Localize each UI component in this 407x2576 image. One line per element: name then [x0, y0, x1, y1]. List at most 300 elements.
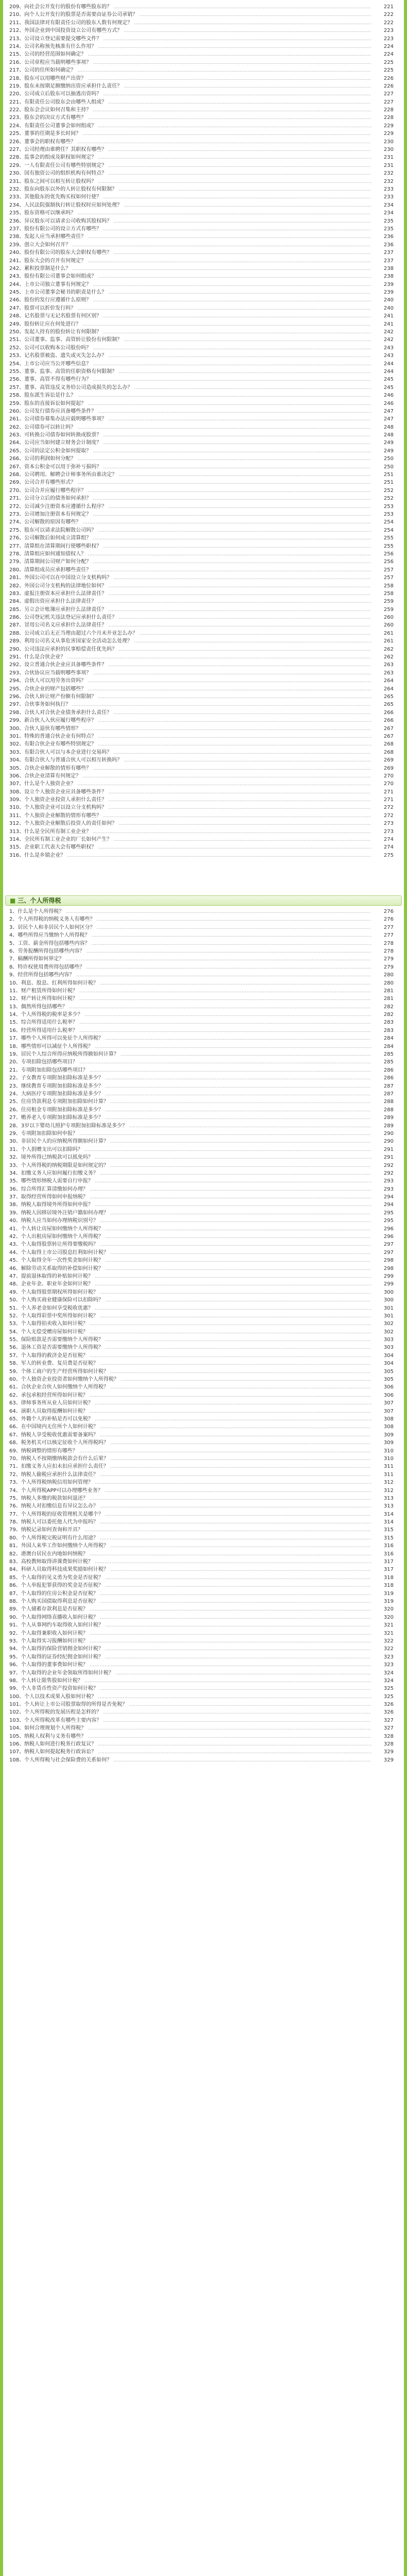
toc-entry-title: 77、个人所得税的征收管理机关是哪个？ ..... — [9, 1511, 371, 1518]
toc-entry-title: 73、个人所得税纳税信用如何管理？ ..... — [9, 1479, 371, 1486]
toc-entry[interactable] — [3, 828, 404, 836]
toc-entry[interactable] — [3, 360, 404, 368]
toc-entry[interactable] — [3, 495, 404, 502]
toc-entry[interactable] — [3, 1011, 404, 1019]
toc-entry[interactable] — [3, 558, 404, 566]
toc-entry[interactable] — [3, 1748, 404, 1756]
toc-entry-page: 298 — [377, 1265, 394, 1273]
toc-entry-title: 84、科研人员取得科技成果奖励如何计税？ ..... — [9, 1566, 371, 1573]
toc-entry[interactable] — [3, 1630, 404, 1637]
toc-entry[interactable] — [3, 1352, 404, 1360]
toc-entry[interactable] — [3, 431, 404, 439]
toc-entry[interactable] — [3, 653, 404, 661]
toc-entry[interactable] — [3, 677, 404, 685]
toc-entry[interactable] — [3, 1487, 404, 1495]
toc-entry-page: 325 — [377, 1693, 394, 1701]
toc-entry[interactable] — [3, 1502, 404, 1510]
toc-entry-title: 236、异议股东可以请求公司收购其股权吗？ ..... — [9, 217, 371, 225]
toc-entry[interactable] — [3, 1701, 404, 1708]
toc-entry[interactable] — [3, 27, 404, 35]
toc-entry-page: 256 — [377, 558, 394, 566]
toc-entry[interactable] — [3, 1669, 404, 1677]
toc-entry[interactable] — [3, 1756, 404, 1764]
toc-entry[interactable] — [3, 979, 404, 987]
toc-entry[interactable] — [3, 1534, 404, 1542]
toc-entry[interactable] — [3, 320, 404, 328]
toc-entry-title: 280、清算组成员应承担哪些责任？ ..... — [9, 566, 371, 574]
toc-entry[interactable] — [3, 1383, 404, 1391]
toc-entry[interactable] — [3, 201, 404, 209]
toc-entry[interactable] — [3, 1637, 404, 1645]
toc-entry-title: 96、个人取得的董事费如何计税？ ..... — [9, 1661, 371, 1669]
toc-entry[interactable] — [3, 1724, 404, 1732]
toc-entry[interactable] — [3, 19, 404, 27]
toc-entry[interactable] — [3, 621, 404, 629]
toc-entry-title: 89、个人储蓄存款利息是否征税？ ..... — [9, 1605, 371, 1613]
toc-entry[interactable] — [3, 503, 404, 511]
toc-entry[interactable] — [3, 336, 404, 344]
toc-entry[interactable] — [3, 820, 404, 827]
toc-entry-title: 16、经营所得适用什么税率？ ..... — [9, 1027, 371, 1035]
toc-entry-page: 284 — [377, 1035, 394, 1042]
toc-entry[interactable] — [3, 1645, 404, 1653]
toc-entry[interactable] — [3, 463, 404, 471]
toc-entry[interactable] — [3, 1614, 404, 1621]
toc-entry-page: 290 — [377, 1138, 394, 1145]
toc-entry[interactable] — [3, 1257, 404, 1264]
toc-entry[interactable] — [3, 1082, 404, 1090]
toc-entry[interactable] — [3, 780, 404, 788]
toc-entry-page: 272 — [377, 812, 394, 820]
toc-entry[interactable] — [3, 1415, 404, 1423]
toc-entry[interactable] — [3, 924, 404, 931]
toc-entry[interactable] — [3, 685, 404, 693]
toc-entry[interactable] — [3, 1526, 404, 1534]
toc-entry[interactable] — [3, 1558, 404, 1566]
toc-entry[interactable] — [3, 257, 404, 265]
toc-entry-title: 302、有限合伙企业有哪些特别规定？ ..... — [9, 740, 371, 748]
toc-entry[interactable] — [3, 543, 404, 550]
toc-entry-title: 263、可转换公司债券如何转换成股票？ ..... — [9, 431, 371, 439]
toc-entry-page: 229 — [377, 130, 394, 138]
toc-entry[interactable] — [3, 693, 404, 701]
toc-entry[interactable] — [3, 582, 404, 590]
toc-entry[interactable] — [3, 1598, 404, 1605]
toc-entry-title: 271、公司分立后的债务如何承担？ ..... — [9, 495, 371, 502]
toc-entry[interactable] — [3, 185, 404, 193]
toc-entry[interactable] — [3, 1360, 404, 1367]
toc-entry-page: 310 — [377, 1447, 394, 1455]
toc-entry[interactable] — [3, 423, 404, 431]
toc-entry[interactable] — [3, 281, 404, 289]
toc-entry-page: 274 — [377, 843, 394, 851]
toc-entry[interactable] — [3, 1185, 404, 1193]
toc-entry[interactable] — [3, 265, 404, 273]
toc-entry[interactable] — [3, 1518, 404, 1526]
toc-entry[interactable] — [3, 740, 404, 748]
toc-entry[interactable] — [3, 178, 404, 185]
toc-entry[interactable] — [3, 154, 404, 161]
toc-entry[interactable] — [3, 1225, 404, 1233]
toc-entry[interactable] — [3, 1328, 404, 1336]
toc-entry[interactable] — [3, 439, 404, 447]
toc-entry[interactable] — [3, 955, 404, 963]
toc-entry-page: 249 — [377, 439, 394, 447]
toc-entry[interactable] — [3, 1542, 404, 1550]
toc-entry[interactable] — [3, 669, 404, 677]
toc-entry[interactable] — [3, 550, 404, 558]
toc-entry-page: 261 — [377, 637, 394, 645]
toc-entry[interactable] — [3, 1471, 404, 1479]
toc-entry[interactable] — [3, 162, 404, 170]
toc-entry[interactable] — [3, 1249, 404, 1257]
toc-entry[interactable] — [3, 400, 404, 408]
toc-entry[interactable] — [3, 1653, 404, 1661]
toc-entry[interactable] — [3, 479, 404, 486]
toc-entry[interactable] — [3, 1574, 404, 1582]
toc-entry[interactable] — [3, 82, 404, 90]
toc-entry[interactable] — [3, 1511, 404, 1518]
toc-entry[interactable] — [3, 170, 404, 177]
toc-entry[interactable] — [3, 312, 404, 320]
toc-entry[interactable] — [3, 1740, 404, 1748]
toc-entry[interactable] — [3, 1304, 404, 1312]
toc-entry-title: 309、个人独资企业投资人承担什么责任？ ..... — [9, 796, 371, 804]
toc-entry[interactable] — [3, 534, 404, 542]
toc-entry-title: 5、工资、薪金所得包括哪些内容？ ..... — [9, 940, 371, 947]
toc-entry[interactable] — [3, 987, 404, 995]
toc-entry[interactable] — [3, 1122, 404, 1130]
toc-entry[interactable] — [3, 772, 404, 780]
toc-entry-title: 270、公司合并应履行哪些程序？ ..... — [9, 487, 371, 495]
toc-entry-page: 276 — [377, 908, 394, 916]
toc-entry-title: 19、居民个人综合所得应纳税所得额如何计算？ ..... — [9, 1050, 371, 1058]
toc-entry[interactable] — [3, 1312, 404, 1320]
toc-entry[interactable] — [3, 661, 404, 669]
toc-entry[interactable] — [3, 1170, 404, 1177]
toc-entry-title: 10、利息、股息、红利所得如何计税？ ..... — [9, 979, 371, 987]
toc-entry[interactable] — [3, 1289, 404, 1296]
toc-entry[interactable] — [3, 1590, 404, 1598]
toc-entry[interactable] — [3, 574, 404, 582]
toc-entry[interactable] — [3, 527, 404, 534]
toc-entry[interactable] — [3, 908, 404, 916]
toc-entry-page: 303 — [377, 1344, 394, 1351]
toc-entry[interactable] — [3, 1201, 404, 1209]
toc-entry[interactable] — [3, 43, 404, 50]
toc-entry[interactable] — [3, 1090, 404, 1098]
toc-entry-title: 39、纳税人因移居境外注销户籍如何办理？ ..... — [9, 1209, 371, 1217]
toc-entry[interactable] — [3, 1106, 404, 1114]
toc-entry[interactable] — [3, 1431, 404, 1439]
toc-entry[interactable] — [3, 843, 404, 851]
toc-entry[interactable] — [3, 1138, 404, 1145]
toc-entry-title: 18、哪些情形可以减征个人所得税？ ..... — [9, 1043, 371, 1050]
toc-entry-page: 238 — [377, 265, 394, 273]
toc-entry-page: 252 — [377, 487, 394, 495]
toc-entry-title: 268、公司聘用、解聘会计师事务所由谁决定？ ..... — [9, 471, 371, 479]
toc-entry[interactable] — [3, 289, 404, 296]
toc-entry[interactable] — [3, 384, 404, 392]
toc-entry[interactable] — [3, 947, 404, 955]
toc-entry-page: 233 — [377, 185, 394, 193]
toc-entry[interactable] — [3, 1130, 404, 1138]
toc-entry[interactable] — [3, 1566, 404, 1573]
toc-entry[interactable] — [3, 233, 404, 241]
toc-entry[interactable] — [3, 1154, 404, 1161]
toc-entry[interactable] — [3, 630, 404, 637]
toc-entry[interactable] — [3, 1479, 404, 1486]
toc-entry[interactable] — [3, 788, 404, 796]
toc-entry[interactable] — [3, 1717, 404, 1724]
toc-entry[interactable] — [3, 304, 404, 312]
toc-entry[interactable] — [3, 1162, 404, 1170]
toc-entry-page: 243 — [377, 344, 394, 352]
toc-entry[interactable] — [3, 1098, 404, 1106]
toc-entry[interactable] — [3, 1217, 404, 1225]
toc-entry[interactable] — [3, 709, 404, 717]
toc-entry-title: 20、专项扣除包括哪些项目？ ..... — [9, 1058, 371, 1066]
toc-entry[interactable] — [3, 1066, 404, 1074]
toc-entry[interactable] — [3, 1296, 404, 1304]
toc-entry[interactable] — [3, 66, 404, 74]
toc-entry[interactable] — [3, 590, 404, 598]
toc-entry[interactable] — [3, 1336, 404, 1344]
toc-entry-title: 315、企业职工代表大会有哪些职权？ ..... — [9, 843, 371, 851]
toc-entry[interactable] — [3, 1058, 404, 1066]
toc-entry-page: 224 — [377, 43, 394, 50]
toc-entry-page: 265 — [377, 701, 394, 708]
toc-entry[interactable] — [3, 1027, 404, 1035]
toc-entry[interactable] — [3, 916, 404, 923]
toc-entry[interactable] — [3, 1455, 404, 1463]
toc-entry[interactable] — [3, 1582, 404, 1589]
toc-entry[interactable] — [3, 812, 404, 820]
toc-entry[interactable] — [3, 1392, 404, 1399]
toc-entry[interactable] — [3, 725, 404, 733]
toc-entry[interactable] — [3, 1043, 404, 1050]
toc-entry-title: 88、个人购买国债取得利息是否征税？ ..... — [9, 1598, 371, 1605]
toc-entry[interactable] — [3, 344, 404, 352]
toc-entry[interactable] — [3, 1677, 404, 1685]
toc-entry[interactable] — [3, 50, 404, 58]
toc-entry[interactable] — [3, 518, 404, 526]
toc-entry-title: 254、上市公司应当公开哪些信息？ ..... — [9, 360, 371, 368]
toc-entry[interactable] — [3, 1233, 404, 1241]
toc-entry[interactable] — [3, 193, 404, 201]
toc-entry[interactable] — [3, 1035, 404, 1042]
toc-entry[interactable] — [3, 1550, 404, 1558]
toc-entry[interactable] — [3, 328, 404, 336]
toc-entry[interactable] — [3, 1708, 404, 1716]
toc-entry[interactable] — [3, 447, 404, 455]
toc-entry-page: 295 — [377, 1209, 394, 1217]
toc-entry[interactable] — [3, 1399, 404, 1407]
toc-entry[interactable] — [3, 749, 404, 756]
toc-entry-title: 52、个人取得彩票中奖所得如何计税？ ..... — [9, 1312, 371, 1320]
toc-entry-title: 69、纳税调整的情形有哪些？ ..... — [9, 1447, 371, 1455]
toc-entry-page: 270 — [377, 780, 394, 788]
toc-entry[interactable] — [3, 11, 404, 19]
toc-entry[interactable] — [3, 1439, 404, 1447]
toc-entry[interactable] — [3, 225, 404, 233]
toc-entry-title: 17、哪些个人所得可以免征个人所得税？ ..... — [9, 1035, 371, 1042]
toc-entry-page: 237 — [377, 249, 394, 257]
toc-entry[interactable] — [3, 836, 404, 843]
toc-entry-title: 34、扣缴义务人应如何履行扣缴义务？ ..... — [9, 1170, 371, 1177]
toc-entry-page: 245 — [377, 376, 394, 383]
toc-entry[interactable] — [3, 1605, 404, 1613]
toc-entry[interactable] — [3, 1733, 404, 1740]
toc-entry[interactable] — [3, 995, 404, 1003]
toc-entry[interactable] — [3, 1368, 404, 1376]
toc-entry-page: 324 — [377, 1669, 394, 1677]
toc-entry-page: 264 — [377, 685, 394, 693]
toc-entry[interactable] — [3, 114, 404, 122]
toc-entry-page: 283 — [377, 1027, 394, 1035]
toc-entry[interactable] — [3, 1146, 404, 1154]
toc-entry[interactable] — [3, 1050, 404, 1058]
toc-entry[interactable] — [3, 122, 404, 130]
toc-entry[interactable] — [3, 1408, 404, 1415]
toc-entry-page: 247 — [377, 408, 394, 415]
toc-entry[interactable] — [3, 646, 404, 653]
toc-entry[interactable] — [3, 1376, 404, 1383]
toc-entry[interactable] — [3, 940, 404, 947]
toc-entry[interactable] — [3, 408, 404, 415]
toc-entry[interactable] — [3, 765, 404, 772]
toc-entry[interactable] — [3, 1423, 404, 1431]
toc-entry-page: 269 — [377, 765, 394, 772]
toc-entry[interactable] — [3, 106, 404, 114]
toc-entry[interactable] — [3, 376, 404, 383]
toc-entry[interactable] — [3, 241, 404, 249]
toc-entry[interactable] — [3, 75, 404, 82]
toc-entry[interactable] — [3, 852, 404, 859]
toc-entry[interactable] — [3, 598, 404, 605]
toc-entry-page: 309 — [377, 1431, 394, 1439]
toc-entry[interactable] — [3, 352, 404, 360]
toc-entry-page: 288 — [377, 1098, 394, 1106]
toc-entry[interactable] — [3, 296, 404, 304]
toc-entry[interactable] — [3, 566, 404, 574]
toc-entry-page: 319 — [377, 1590, 394, 1598]
toc-entry-page: 241 — [377, 312, 394, 320]
toc-entry-title: 40、纳税人应当如何办理纳税识别号？ ..... — [9, 1217, 371, 1225]
toc-entry[interactable] — [3, 217, 404, 225]
toc-entry[interactable] — [3, 1693, 404, 1701]
toc-entry-title: 281、外国公司可以在中国设立分支机构吗？ ..... — [9, 574, 371, 582]
toc-entry[interactable] — [3, 487, 404, 495]
toc-entry[interactable] — [3, 59, 404, 66]
toc-entry-title: 269、公司合并有哪些形式？ ..... — [9, 479, 371, 486]
toc-entry[interactable] — [3, 796, 404, 804]
toc-entry[interactable] — [3, 98, 404, 106]
toc-entry-page: 223 — [377, 35, 394, 43]
toc-entry[interactable] — [3, 392, 404, 399]
toc-entry-page: 245 — [377, 384, 394, 392]
toc-entry[interactable] — [3, 614, 404, 621]
toc-entry[interactable] — [3, 273, 404, 280]
toc-entry-title: 42、个人出租房屋如何缴纳个人所得税？ ..... — [9, 1233, 371, 1241]
toc-entry[interactable] — [3, 130, 404, 138]
toc-entry[interactable] — [3, 368, 404, 376]
toc-entry[interactable] — [3, 1447, 404, 1455]
toc-entry-title: 265、公司的法定公积金如何提取？ ..... — [9, 447, 371, 455]
toc-entry[interactable] — [3, 971, 404, 979]
toc-entry-title: 67、纳税人享受税收优惠需要备案吗？ ..... — [9, 1431, 371, 1439]
toc-entry-title: 314、全民所有制工业企业的厂长如何产生？ ..... — [9, 836, 371, 843]
toc-entry[interactable] — [3, 1685, 404, 1692]
toc-entry-title: 223、股东会的决议方式有哪些？ ..... — [9, 114, 371, 122]
toc-entry[interactable] — [3, 756, 404, 764]
toc-entry-title: 97、个人取得的企业年金领取所得如何计税？ ..... — [9, 1669, 371, 1677]
toc-entry[interactable] — [3, 1074, 404, 1082]
toc-entry[interactable] — [3, 35, 404, 43]
toc-entry-title: 8、特许权使用费所得包括哪些？ ..... — [9, 963, 371, 971]
toc-entry-title: 46、解除劳动关系取得的补偿如何计税？ ..... — [9, 1265, 371, 1273]
toc-entry[interactable] — [3, 471, 404, 479]
toc-entry-title: 253、记名股票被盗、遗失或灭失怎么办？ ..... — [9, 352, 371, 360]
toc-entry-page: 231 — [377, 162, 394, 170]
toc-entry[interactable] — [3, 1344, 404, 1351]
toc-entry[interactable] — [3, 733, 404, 740]
toc-entry[interactable] — [3, 701, 404, 708]
toc-entry[interactable] — [3, 1661, 404, 1669]
toc-entry-title: 308、设立个人独资企业应具备哪些条件？ ..... — [9, 788, 371, 796]
toc-entry[interactable] — [3, 1193, 404, 1201]
toc-entry[interactable] — [3, 415, 404, 423]
toc-entry[interactable] — [3, 717, 404, 724]
toc-entry[interactable] — [3, 455, 404, 463]
toc-entry[interactable] — [3, 1265, 404, 1273]
toc-entry[interactable] — [3, 1241, 404, 1248]
toc-entry[interactable] — [3, 146, 404, 154]
toc-entry[interactable] — [3, 931, 404, 939]
toc-entry-title: 85、个人取得的见义勇为奖金是否征税？ ..... — [9, 1574, 371, 1582]
toc-entry[interactable] — [3, 1209, 404, 1217]
toc-entry[interactable] — [3, 209, 404, 217]
toc-entry[interactable] — [3, 3, 404, 11]
toc-entry[interactable] — [3, 249, 404, 257]
toc-entry-title: 7、稿酬所得如何界定？ ..... — [9, 955, 371, 963]
toc-entry[interactable] — [3, 1621, 404, 1629]
toc-entry-title: 76、纳税人对扣缴信息有异议怎么办？ ..... — [9, 1502, 371, 1510]
toc-entry-page: 304 — [377, 1352, 394, 1360]
toc-entry-page: 277 — [377, 924, 394, 931]
toc-entry[interactable] — [3, 963, 404, 971]
toc-entry[interactable] — [3, 637, 404, 645]
toc-entry[interactable] — [3, 1320, 404, 1328]
toc-entry[interactable] — [3, 1495, 404, 1502]
toc-entry[interactable] — [3, 1114, 404, 1122]
toc-entry[interactable] — [3, 1003, 404, 1011]
toc-entry[interactable] — [3, 1177, 404, 1185]
toc-entry-page: 238 — [377, 273, 394, 280]
toc-entry[interactable] — [3, 804, 404, 811]
toc-entry-page: 280 — [377, 971, 394, 979]
toc-entry-title: 66、在中国境内无住所个人如何计税？ ..... — [9, 1423, 371, 1431]
toc-entry[interactable] — [3, 1273, 404, 1280]
toc-entry[interactable] — [3, 90, 404, 98]
toc-entry[interactable] — [3, 1019, 404, 1026]
toc-entry[interactable] — [3, 138, 404, 146]
toc-entry[interactable] — [3, 1463, 404, 1470]
toc-entry[interactable] — [3, 1280, 404, 1288]
toc-entry[interactable] — [3, 606, 404, 614]
toc-entry[interactable] — [3, 511, 404, 518]
toc-entry-title: 106、纳税人如何进行税务行政复议？ ..... — [9, 1740, 371, 1748]
